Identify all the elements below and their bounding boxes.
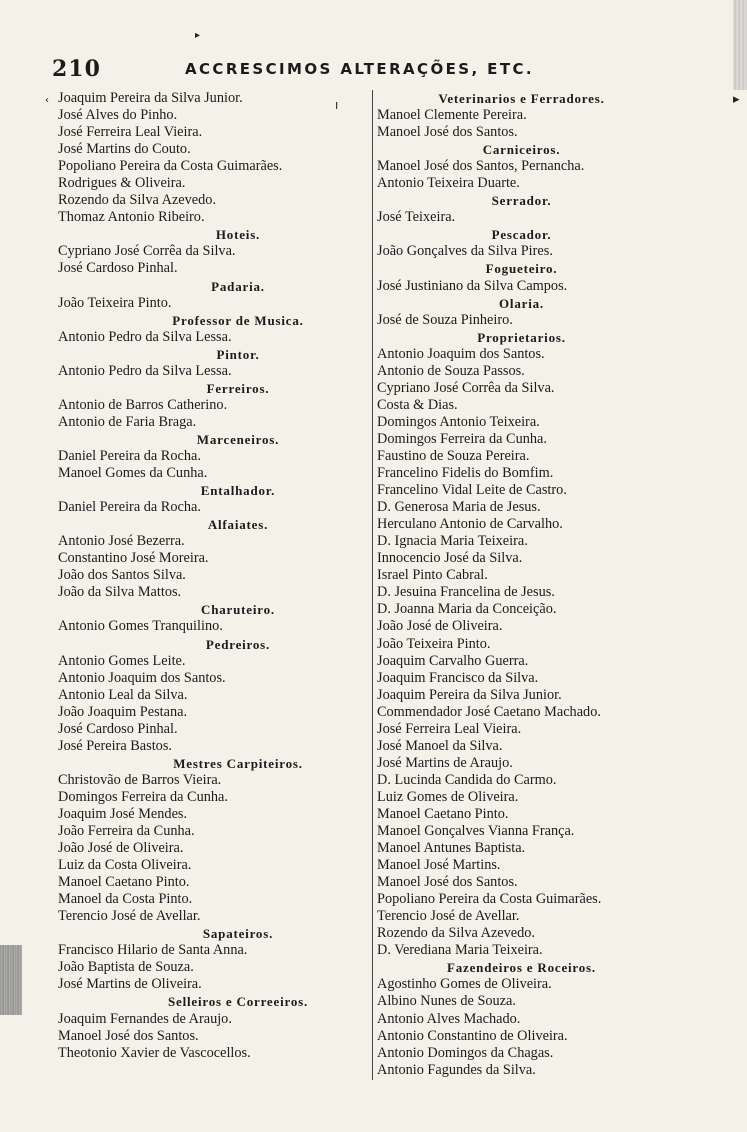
section-heading: Proprietarios. [477,329,566,345]
directory-entry: Constantino José Moreira. [58,550,209,567]
directory-entry: José Manoel da Silva. [377,737,503,754]
section-heading: Hoteis. [215,227,261,243]
directory-entry: João Gonçalves da Silva Pires. [377,243,553,260]
directory-entry: Antonio Joaquim dos Santos. [58,669,226,686]
left-column [58,90,358,1062]
directory-entry: José de Souza Pinheiro. [377,311,513,328]
directory-entry: José Ferreira Leal Vieira. [377,720,522,737]
section-heading: Serrador. [491,193,552,209]
margin-mark: ı [335,98,339,112]
directory-entry: Antonio Domingos da Chagas. [377,1044,554,1061]
directory-entry: Terencio José de Avellar. [377,908,520,925]
directory-entry: Antonio Leal da Silva. [58,686,188,703]
directory-entry: Francelino Fidelis do Bomfim. [377,465,554,482]
right-column [377,90,642,1079]
directory-entry: Antonio Pedro da Silva Lessa. [58,362,232,379]
directory-entry: Terencio José de Avellar. [58,908,201,925]
section-heading: Fogueteiro. [485,261,558,277]
directory-entry: Manoel José dos Santos, Pernancha. [377,158,585,175]
directory-entry: Manoel Caetano Pinto. [58,874,190,891]
directory-entry: Domingos Antonio Teixeira. [377,413,540,430]
directory-entry: José Cardoso Pinhal. [58,260,178,277]
margin-arrow-mark: ▸ [733,92,740,107]
directory-entry: José Justiniano da Silva Campos. [377,277,568,294]
directory-entry: José Martins do Couto. [58,141,191,158]
section-heading: Pedreiros. [205,636,271,652]
directory-entry: Agostinho Gomes de Oliveira. [377,976,552,993]
directory-entry: Joaquim Pereira da Silva Junior. [377,686,562,703]
directory-entry: Rozendo da Silva Azevedo. [58,192,217,209]
directory-entry: Theotonio Xavier de Vascocellos. [58,1044,251,1061]
print-speck: ▸ [195,30,201,41]
section-heading: Olaria. [499,295,544,311]
directory-entry: Daniel Pereira da Rocha. [58,499,201,516]
directory-entry: Antonio de Faria Braga. [58,413,197,430]
directory-entry: Antonio Joaquim dos Santos. [377,345,545,362]
section-heading: Veterinarios e Ferradores. [438,91,605,106]
directory-entry: José Alves do Pinho. [58,107,178,124]
directory-entry: Joaquim Fernandes de Araujo. [58,1010,232,1027]
directory-entry: Manoel da Costa Pinto. [58,891,193,908]
directory-entry: Francelino Vidal Leite de Castro. [377,482,567,499]
directory-entry: José Teixeira. [377,209,456,226]
directory-entry: João da Silva Mattos. [58,584,182,601]
section-heading: Entalhador. [200,483,276,499]
section-heading: Pescador. [491,227,552,243]
directory-entry: Daniel Pereira da Rocha. [58,447,201,464]
directory-entry: Manoel Antunes Baptista. [377,840,526,857]
directory-entry: João José de Oliveira. [58,840,184,857]
directory-entry: João José de Oliveira. [377,618,503,635]
directory-entry: D. Verediana Maria Teixeira. [377,942,543,959]
section-heading: Carniceiros. [482,142,561,158]
directory-entry: Faustino de Souza Pereira. [377,447,530,464]
directory-entry: José Pereira Bastos. [58,737,172,754]
directory-entry: Manoel Clemente Pereira. [377,107,527,124]
directory-entry: João Teixeira Pinto. [58,294,172,311]
directory-entry: Popoliano Pereira da Costa Guimarães. [377,891,602,908]
directory-entry: Antonio Gomes Tranquilino. [58,618,223,635]
directory-entry: Costa & Dias. [377,396,458,413]
directory-entry: Rozendo da Silva Azevedo. [377,925,536,942]
directory-entry: Domingos Ferreira da Cunha. [377,430,547,447]
directory-entry: Albino Nunes de Souza. [377,993,516,1010]
directory-entry: Manoel José dos Santos. [58,1027,199,1044]
page-edge-shadow [0,945,22,1015]
section-heading: Alfaiates. [207,517,269,533]
page-number: 210 [52,56,101,82]
directory-entry: João Ferreira da Cunha. [58,823,195,840]
directory-entry: Joaquim Francisco da Silva. [377,669,539,686]
directory-entry: Manoel Caetano Pinto. [377,805,509,822]
directory-entry: Herculano Antonio de Carvalho. [377,516,563,533]
section-heading: Pintor. [216,346,260,362]
section-heading: Marceneiros. [196,431,280,447]
directory-entry: D. Joanna Maria da Conceição. [377,601,557,618]
directory-entry: Cypriano José Corrêa da Silva. [58,243,236,260]
directory-entry: João Baptista de Souza. [58,959,194,976]
directory-entry: Luiz da Costa Oliveira. [58,857,192,874]
directory-entry: José Martins de Oliveira. [58,976,202,993]
directory-entry: Israel Pinto Cabral. [377,567,488,584]
directory-entry: Popoliano Pereira da Costa Guimarães. [58,158,283,175]
section-heading: Padaria. [211,278,265,294]
directory-entry: Antonio Pedro da Silva Lessa. [58,328,232,345]
directory-entry: Francisco Hilario de Santa Anna. [58,942,248,959]
directory-entry: Domingos Ferreira da Cunha. [58,788,228,805]
directory-entry: Luiz Gomes de Oliveira. [377,788,519,805]
directory-entry: Christovão de Barros Vieira. [58,771,222,788]
directory-entry: Antonio de Souza Passos. [377,362,525,379]
directory-entry: Cypriano José Corrêa da Silva. [377,379,555,396]
column-divider [372,90,373,1080]
section-heading: Professor de Musica. [172,312,304,328]
directory-entry: José Martins de Araujo. [377,754,513,771]
directory-entry: José Cardoso Pinhal. [58,720,178,737]
directory-entry: Antonio Constantino de Oliveira. [377,1027,568,1044]
directory-entry: Manoel José Martins. [377,857,501,874]
page-edge-shadow [733,0,747,90]
directory-entry: Joaquim Carvalho Guerra. [377,652,529,669]
directory-entry: D. Ignacia Maria Teixeira. [377,533,528,550]
directory-entry: Joaquim José Mendes. [58,805,188,822]
section-heading: Charuteiro. [201,602,275,618]
directory-entry: Manoel Gonçalves Vianna França. [377,823,575,840]
section-heading: Selleiros e Correeiros. [167,994,309,1010]
directory-entry: João dos Santos Silva. [58,567,186,584]
directory-entry: Antonio Teixeira Duarte. [377,175,520,192]
directory-entry: Manoel José dos Santos. [377,874,518,891]
directory-entry: D. Jesuina Francelina de Jesus. [377,584,555,601]
directory-entry: Antonio Gomes Leite. [58,652,186,669]
directory-entry: Antonio de Barros Catherino. [58,396,228,413]
directory-entry: D. Generosa Maria de Jesus. [377,499,541,516]
directory-entry: Thomaz Antonio Ribeiro. [58,209,205,226]
directory-entry: D. Lucinda Candida do Carmo. [377,771,557,788]
directory-entry: Antonio Fagundes da Silva. [377,1061,536,1078]
directory-entry: Manoel José dos Santos. [377,124,518,141]
directory-entry: Rodrigues & Oliveira. [58,175,186,192]
directory-entry: Commendador José Caetano Machado. [377,703,601,720]
page-header [52,58,562,82]
section-heading: Mestres Carpiteiros. [173,755,303,771]
directory-entry: Antonio José Bezerra. [58,533,185,550]
running-title: ACCRESCIMOS ALTERAÇÕES, ETC. [185,60,534,78]
directory-entry: Manoel Gomes da Cunha. [58,465,208,482]
directory-entry: João Joaquim Pestana. [58,703,188,720]
directory-entry: João Teixeira Pinto. [377,635,491,652]
margin-mark: ‹ [45,95,49,106]
directory-entry: Innocencio José da Silva. [377,550,523,567]
section-heading: Fazendeiros e Roceiros. [447,960,596,976]
directory-entry: Antonio Alves Machado. [377,1010,521,1027]
section-heading: Ferreiros. [206,380,270,396]
directory-entry: Joaquim Pereira da Silva Junior. [58,90,243,106]
section-heading: Sapateiros. [202,926,274,942]
directory-entry: José Ferreira Leal Vieira. [58,124,203,141]
